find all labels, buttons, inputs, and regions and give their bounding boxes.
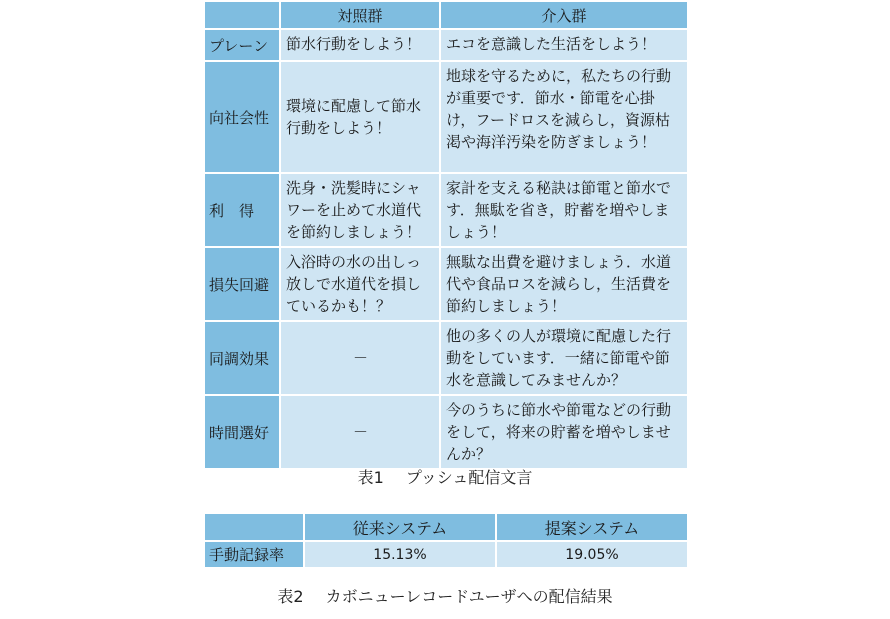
row-label-time-preference: 時間選好 [204,395,280,469]
header-intervention-group: 介入群 [440,1,688,29]
header-empty-cell [204,1,280,29]
header-conventional-system: 従来システム [304,513,496,541]
cell-intervention-time-preference: 今のうちに節水や節電などの行動をして，将来の貯蓄を増やしませんか？ [440,395,688,469]
table-header-row [204,513,688,541]
table2-caption-number: 表2 [277,587,304,606]
cell-control-gain: 洗身・洗髪時にシャワーを止めて水道代を節約しましょう！ [280,173,440,247]
cell-control-time-preference: － [280,395,440,469]
cell-control-loss-aversion: 入浴時の水の出しっ放しで水道代を損しているかも！？ [280,247,440,321]
table2-caption-title: カボニューレコードユーザへの配信結果 [325,587,613,606]
header-control-group: 対照群 [280,1,440,29]
table-row-manual-record-rate [204,541,688,568]
table-header-row [204,1,688,29]
push-message-table [203,0,689,470]
delivery-result-table [203,512,689,569]
cell-control-social-effect: － [280,321,440,395]
header-proposed-system: 提案システム [496,513,688,541]
table-row-loss-aversion [204,247,688,321]
table-row-plain [204,29,688,61]
value-conventional: 15.13% [304,541,496,568]
table1-caption-title: プッシュ配信文言 [405,468,533,487]
table2-caption [0,584,890,607]
table-row-social-effect [204,321,688,395]
row-label-manual-record-rate: 手動記録率 [204,541,304,568]
cell-intervention-loss-aversion: 無駄な出費を避けましょう．水道代や食品ロスを減らし，生活費を節約しましょう！ [440,247,688,321]
row-label-gain: 利 得 [204,173,280,247]
header-empty-cell [204,513,304,541]
table1-caption [0,465,890,488]
row-label-loss-aversion: 損失回避 [204,247,280,321]
table-row-prosocial [204,61,688,173]
table-row-gain [204,173,688,247]
table-row-time-preference [204,395,688,469]
table1-caption-number: 表1 [357,468,384,487]
cell-intervention-prosocial: 地球を守るために，私たちの行動が重要です．節水・節電を心掛け，フードロスを減らし，資源枯渇や海洋汚染を防ぎましょう！ [440,61,688,173]
row-label-prosocial: 向社会性 [204,61,280,173]
cell-intervention-plain: エコを意識した生活をしよう！ [440,29,688,61]
cell-intervention-social-effect: 他の多くの人が環境に配慮した行動をしています．一緒に節電や節水を意識してみませんか？ [440,321,688,395]
value-proposed: 19.05% [496,541,688,568]
cell-intervention-gain: 家計を支える秘訣は節電と節水です．無駄を省き，貯蓄を増やしましょう！ [440,173,688,247]
row-label-social-effect: 同調効果 [204,321,280,395]
cell-control-plain: 節水行動をしよう！ [280,29,440,61]
cell-control-prosocial: 環境に配慮して節水行動をしよう！ [280,61,440,173]
row-label-plain: プレーン [204,29,280,61]
